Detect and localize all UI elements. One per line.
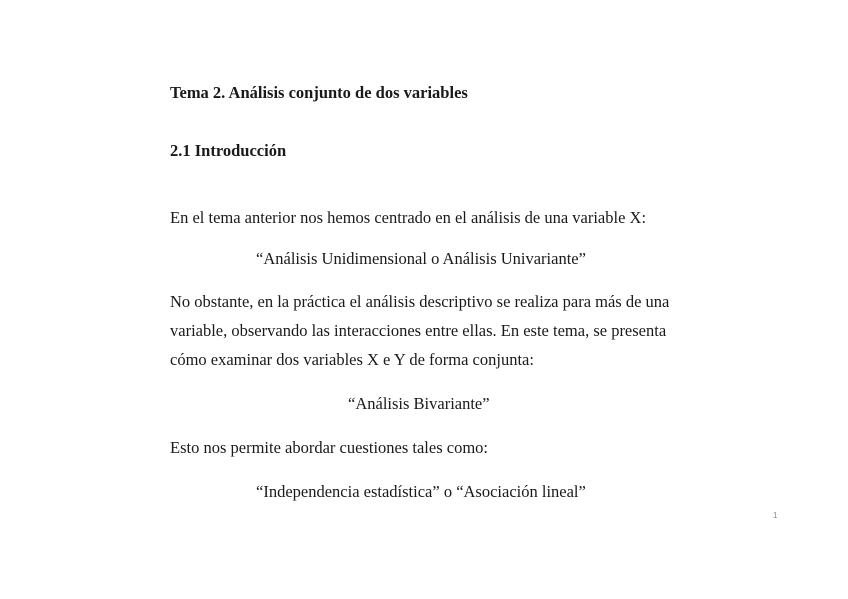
paragraph-line: cómo examinar dos variables X e Y de forma conjunta: xyxy=(170,350,534,369)
section-heading: 2.1 Introducción xyxy=(170,141,287,160)
document-title: Tema 2. Análisis conjunto de dos variables xyxy=(170,83,468,102)
page-number: 1 xyxy=(773,511,778,520)
quote-univariante: “Análisis Unidimensional o Análisis Univariante” xyxy=(256,249,586,268)
paragraph-line: No obstante, en la práctica el análisis descriptivo se realiza para más de una xyxy=(170,292,670,311)
paragraph-intro: En el tema anterior nos hemos centrado en el análisis de una variable X: xyxy=(170,208,647,227)
paragraph-line: variable, observando las interacciones entre ellas. En este tema, se presenta xyxy=(170,321,667,340)
quote-bivariante: “Análisis Bivariante” xyxy=(348,394,490,413)
paragraph-questions: Esto nos permite abordar cuestiones tales como: xyxy=(170,438,488,457)
quote-examples: “Independencia estadística” o “Asociación lineal” xyxy=(256,482,586,501)
